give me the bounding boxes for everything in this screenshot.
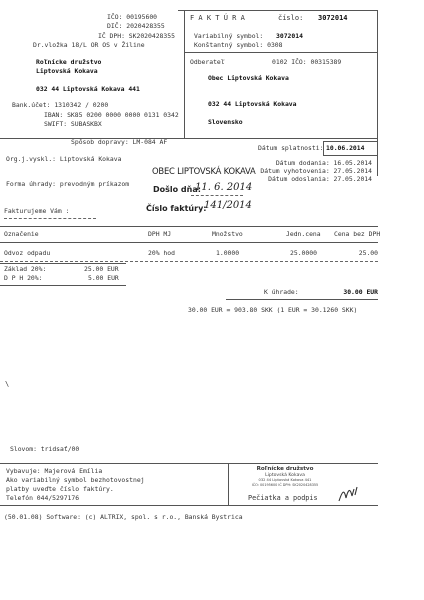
vat-summary-bottom bbox=[0, 285, 126, 286]
company-stamp-line1: Roľnícke družstvo bbox=[256, 466, 314, 472]
amount-in-words: Slovom: tridsať/00 bbox=[10, 445, 80, 453]
margin-mark: \ bbox=[5, 380, 10, 388]
col-header-unit-price: Jedn.cena bbox=[286, 230, 321, 238]
company-stamp-line3: 032 44 Liptovská Kokava 441 bbox=[258, 478, 312, 483]
company-stamp-line2: Liptovská Kokava bbox=[265, 472, 305, 478]
received-stamp-invoice-label: Číslo faktúry: bbox=[146, 204, 207, 213]
invoice-number: 3072014 bbox=[318, 14, 348, 22]
received-stamp-arrived-label: Došlo dňa: bbox=[153, 185, 201, 194]
total-value: 30.00 EUR bbox=[343, 288, 378, 296]
received-stamp-org: OBEC LIPTOVSKÁ KOKAVA bbox=[152, 166, 256, 176]
table-header-top bbox=[0, 226, 378, 227]
col-header-name: Označenie bbox=[4, 230, 39, 238]
vat-summary-top bbox=[0, 263, 126, 264]
received-stamp-arrived-line bbox=[191, 195, 243, 196]
billing-intro-underline bbox=[4, 218, 96, 219]
received-stamp-invoice-value: 141/2014 bbox=[204, 200, 252, 211]
payment-method: Forma úhrady: prevodným príkazom bbox=[6, 180, 130, 188]
customer-country: Slovensko bbox=[208, 118, 243, 126]
supplier-name: Roľnícke družstvo bbox=[36, 58, 102, 66]
customer-name: Obec Liptovská Kokava bbox=[208, 74, 289, 82]
stamp-sign-label: Pečiatka a podpis bbox=[248, 494, 318, 502]
supplier-ic-dph: IČ DPH: SK2020428355 bbox=[98, 32, 175, 40]
row-unit-price: 25.0000 bbox=[290, 249, 317, 257]
supplier-address: 032 44 Liptovská Kokava 441 bbox=[36, 85, 140, 93]
sent-date: Dátum odoslania: 27.05.2014 bbox=[268, 175, 372, 183]
total-conversion: 30.00 EUR = 903.80 SKK (1 EUR = 30.1260 SKK) bbox=[188, 306, 358, 314]
customer-label: Odberateľ bbox=[190, 58, 225, 66]
vat-amount-label: D P H 20%: bbox=[4, 274, 43, 282]
row-vat-unit: 20% hod bbox=[148, 249, 175, 257]
billing-intro: Fakturujeme Vám : bbox=[4, 207, 70, 215]
invoice-header-bottom bbox=[184, 52, 377, 53]
footer-box-bottom bbox=[0, 505, 378, 506]
due-box-top bbox=[323, 141, 378, 142]
issuer-name: Vybavuje: Majerová Emília bbox=[6, 467, 103, 475]
issue-date: Dátum vyhotovenia: 27.05.2014 bbox=[260, 167, 372, 175]
issuer-note-2: platby uveďte číslo faktúry. bbox=[6, 485, 114, 493]
supplier-bank-account: Bank.účet: 1310342 / 0200 bbox=[12, 101, 109, 109]
supplier-dic: DIČ: 2020428355 bbox=[107, 22, 165, 30]
col-header-vat-unit: DPH MJ bbox=[148, 230, 172, 238]
due-date: 10.06.2014 bbox=[326, 144, 365, 152]
vat-amount-value: 5.00 EUR bbox=[88, 274, 119, 282]
row-price-no-vat: 25.00 bbox=[358, 249, 378, 257]
footer-box-top bbox=[0, 463, 378, 464]
total-underline bbox=[226, 299, 378, 300]
company-stamp bbox=[236, 466, 334, 487]
customer-ico: 0102 IČO: 00315389 bbox=[272, 58, 342, 66]
total-label: K úhrade: bbox=[264, 288, 299, 296]
invoice-number-label: číslo: bbox=[278, 14, 304, 22]
row-name: Odvoz odpadu bbox=[4, 249, 51, 257]
supplier-iban: IBAN: SK85 0200 0000 0000 0131 0342 bbox=[44, 111, 179, 119]
vat-base-label: Základ 20%: bbox=[4, 265, 47, 273]
constant-symbol: Konštantný symbol: 0308 bbox=[194, 41, 283, 49]
variable-symbol: 3072014 bbox=[276, 32, 303, 40]
due-box-bottom bbox=[323, 155, 378, 156]
customer-block-bottom bbox=[184, 138, 377, 139]
variable-symbol-label: Variabilný symbol: bbox=[194, 32, 264, 40]
supplier-ico: IČO: 00195600 bbox=[107, 13, 158, 21]
header-divider bbox=[184, 10, 185, 138]
vat-base-value: 25.00 EUR bbox=[84, 265, 119, 273]
due-date-label: Dátum splatnosti: bbox=[258, 144, 324, 152]
invoice-title: F A K T Ú R A bbox=[190, 14, 245, 22]
table-header-bottom bbox=[0, 242, 378, 243]
col-header-price-no-vat: Cena bez DPH bbox=[334, 230, 381, 238]
org-unit: Org.j.vyskl.: Liptovská Kokava bbox=[6, 155, 122, 163]
software-footer: (50.01.08) Software: (c) ALTRIX, spol. s r.o., Banská Bystrica bbox=[4, 513, 243, 521]
signature bbox=[336, 484, 360, 504]
received-stamp-arrived-value: 11. 6. 2014 bbox=[195, 182, 253, 193]
issuer-phone: Telefón 044/5297176 bbox=[6, 494, 80, 502]
col-header-qty: Množstvo bbox=[212, 230, 243, 238]
supplier-place: Liptovská Kokava bbox=[36, 67, 98, 75]
right-border bbox=[377, 10, 378, 176]
supplier-swift: SWIFT: SUBASKBX bbox=[44, 120, 102, 128]
supplier-registry: Dr.vložka 18/L OR OS v Žiline bbox=[33, 41, 145, 49]
footer-box-divider bbox=[228, 463, 229, 505]
top-border bbox=[178, 10, 378, 11]
delivery-date: Dátum dodania: 16.05.2014 bbox=[275, 159, 372, 167]
row-qty: 1.0000 bbox=[216, 249, 240, 257]
row-separator bbox=[0, 261, 378, 262]
issuer-note-1: Ako variabilný symbol bezhotovostnej bbox=[6, 476, 145, 484]
customer-address: 032 44 Liptovská Kokava bbox=[208, 100, 297, 108]
company-stamp-line4: IČO: 00195600 IČ DPH: SK2020428355 bbox=[251, 482, 319, 487]
shipping-method: Spôsob dopravy: LM-084 AF bbox=[71, 138, 168, 146]
